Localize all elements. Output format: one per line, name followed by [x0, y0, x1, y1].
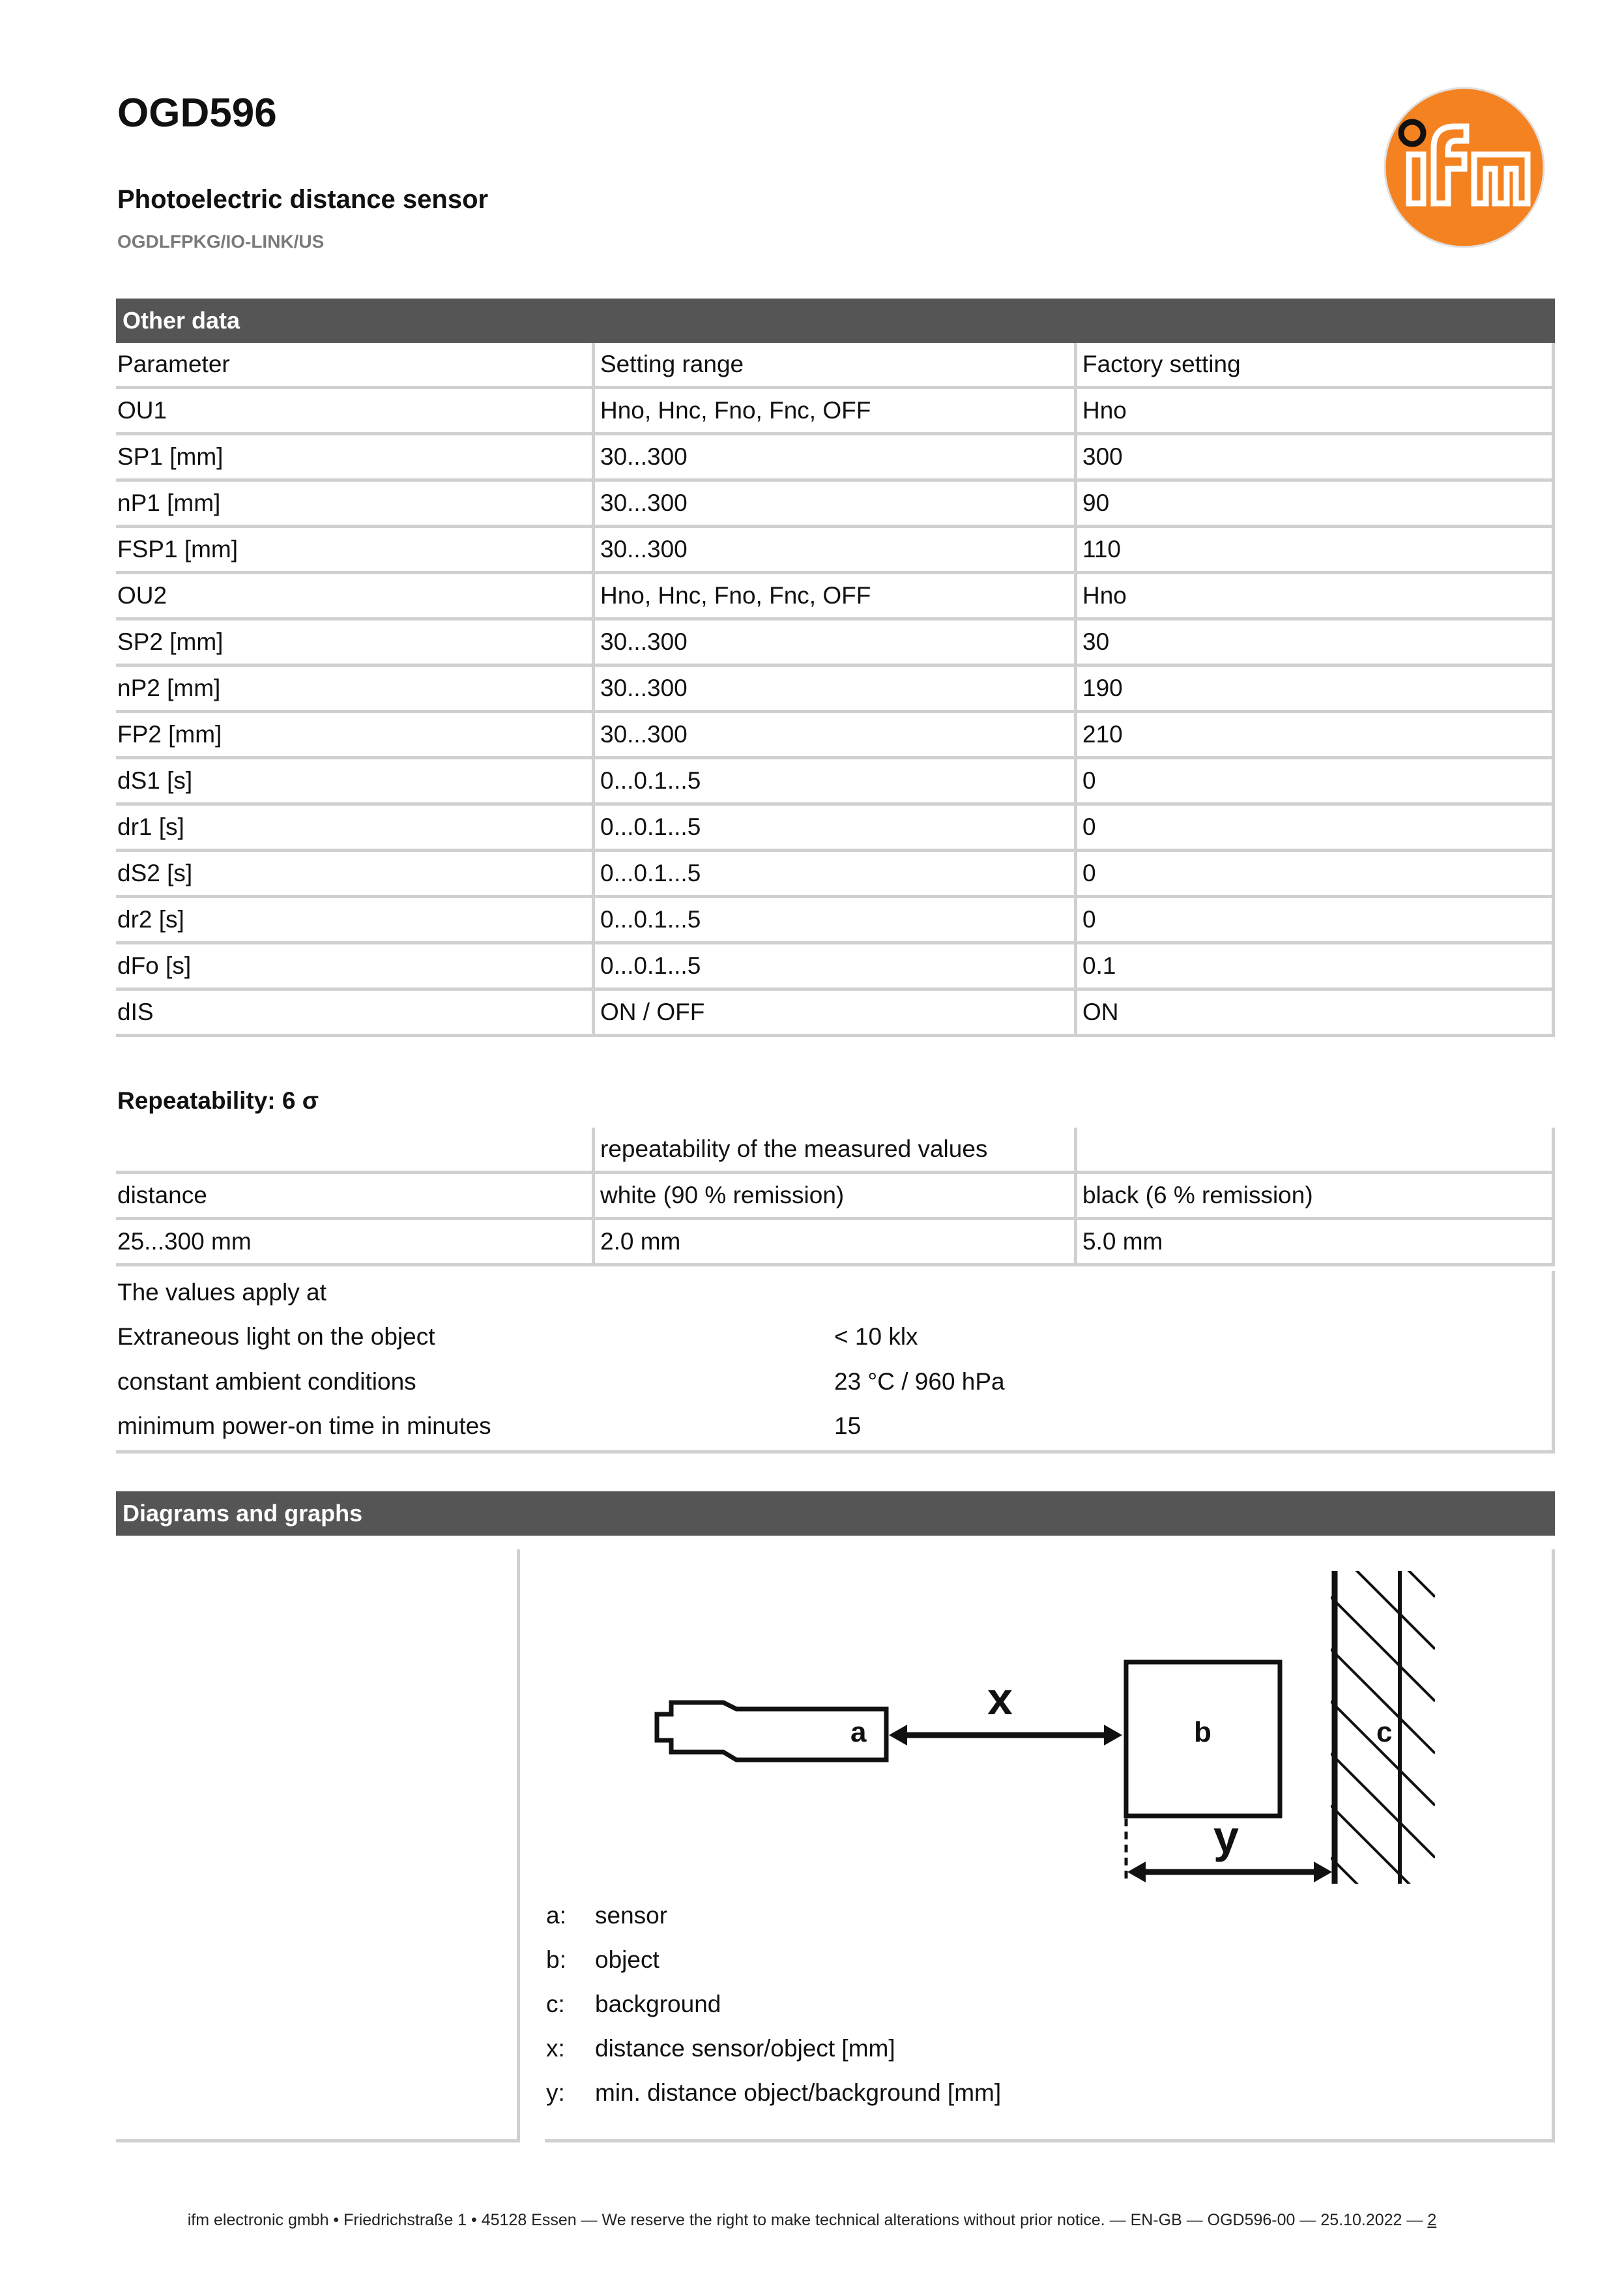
page-number-link[interactable]: 2 [1427, 2211, 1437, 2229]
setting-range-cell: 30...300 [595, 713, 1077, 759]
factory-setting-cell: 210 [1077, 713, 1555, 759]
condition-value: < 10 klx [834, 1323, 918, 1350]
setting-range-cell: 0...0.1...5 [595, 898, 1077, 944]
factory-setting-cell: 0.1 [1077, 944, 1555, 991]
setting-range-cell: 30...300 [595, 667, 1077, 713]
diagrams-section-header: Diagrams and graphs [116, 1491, 1555, 1536]
parameter-cell: dIS [116, 991, 595, 1037]
table-row [116, 806, 1555, 852]
product-subtitle: Photoelectric distance sensor [117, 185, 489, 214]
setting-range-cell: Hno, Hnc, Fno, Fnc, OFF [595, 389, 1077, 435]
table-row [116, 898, 1555, 944]
white-value-cell: 2.0 mm [595, 1220, 1077, 1266]
page-footer [0, 2211, 1624, 2230]
parameter-cell: SP1 [mm] [116, 435, 595, 482]
legend-key: x: [546, 2035, 565, 2062]
parameter-cell: dS1 [s] [116, 759, 595, 806]
legend-text: background [595, 1991, 721, 2017]
factory-setting-cell: 30 [1077, 621, 1555, 667]
ifm-logo [1383, 86, 1546, 249]
factory-setting-cell: ON [1077, 991, 1555, 1037]
page-title: OGD596 [117, 91, 277, 136]
table-row [116, 389, 1555, 435]
table-header-row [116, 343, 1555, 389]
parameter-cell: dS2 [s] [116, 852, 595, 898]
parameter-cell: dr2 [s] [116, 898, 595, 944]
parameter-cell: SP2 [mm] [116, 621, 595, 667]
setting-range-cell: Hno, Hnc, Fno, Fnc, OFF [595, 574, 1077, 621]
factory-setting-cell: 0 [1077, 852, 1555, 898]
condition-value: 23 °C / 960 hPa [834, 1368, 1005, 1395]
setting-range-cell: 30...300 [595, 528, 1077, 574]
factory-setting-cell: 90 [1077, 482, 1555, 528]
column-header-setting-range: Setting range [595, 343, 1077, 389]
article-number: OGDLFPKG/IO-LINK/US [117, 231, 325, 252]
conditions-box [116, 1271, 1555, 1454]
parameter-cell: dFo [s] [116, 944, 595, 991]
label-a: a [850, 1716, 867, 1748]
factory-setting-cell: 110 [1077, 528, 1555, 574]
legend-key: c: [546, 1991, 565, 2017]
factory-setting-cell: 0 [1077, 759, 1555, 806]
factory-setting-cell: 0 [1077, 806, 1555, 852]
setting-range-cell: 0...0.1...5 [595, 852, 1077, 898]
condition-label: minimum power-on time in minutes [117, 1412, 491, 1439]
table-row [116, 991, 1555, 1037]
setting-range-cell: 0...0.1...5 [595, 944, 1077, 991]
table-row [116, 852, 1555, 898]
other-data-section-header: Other data [116, 299, 1555, 343]
legend-text: sensor [595, 1902, 668, 1929]
parameter-cell: OU1 [116, 389, 595, 435]
legend-text: object [595, 1946, 660, 1973]
footer-text: ifm electronic gmbh • Friedrichstraße 1 • 45128 Essen — We reserve the right to make technical alterations without prior notice. — EN-GB — OGD596-00 — 25.10.2022 — [187, 2211, 1423, 2229]
column-header-factory-setting: Factory setting [1077, 343, 1555, 389]
black-value-cell: 5.0 mm [1077, 1220, 1555, 1266]
factory-setting-cell: 300 [1077, 435, 1555, 482]
diagram-left-cell [116, 1549, 520, 2142]
legend-text: min. distance object/background [mm] [595, 2079, 1002, 2106]
setting-range-cell: 0...0.1...5 [595, 806, 1077, 852]
setting-range-cell: 0...0.1...5 [595, 759, 1077, 806]
legend-key: a: [546, 1902, 566, 1929]
table-row [116, 667, 1555, 713]
setting-range-cell: 30...300 [595, 482, 1077, 528]
factory-setting-cell: Hno [1077, 574, 1555, 621]
table-row [116, 944, 1555, 991]
black-remission-cell: black (6 % remission) [1077, 1174, 1555, 1220]
label-b: b [1194, 1716, 1211, 1748]
legend-text: distance sensor/object [mm] [595, 2035, 895, 2062]
empty-cell [1077, 1128, 1555, 1174]
label-c: c [1376, 1716, 1393, 1748]
legend-key: y: [546, 2079, 565, 2106]
other-data-table [116, 343, 1555, 1037]
condition-label: constant ambient conditions [117, 1368, 416, 1395]
table-row [116, 621, 1555, 667]
repeatability-heading: Repeatability: 6 σ [117, 1087, 319, 1114]
parameter-cell: FP2 [mm] [116, 713, 595, 759]
repeatability-caption-cell: repeatability of the measured values [595, 1128, 1077, 1174]
condition-label: Extraneous light on the object [117, 1323, 435, 1350]
factory-setting-cell: 0 [1077, 898, 1555, 944]
sensor-setup-diagram [626, 1571, 1466, 1890]
table-row [116, 759, 1555, 806]
table-row [116, 1128, 1555, 1174]
setting-range-cell: 30...300 [595, 435, 1077, 482]
parameter-cell: nP2 [mm] [116, 667, 595, 713]
parameter-cell: dr1 [s] [116, 806, 595, 852]
distance-label-cell: distance [116, 1174, 595, 1220]
setting-range-cell: ON / OFF [595, 991, 1077, 1037]
legend-key: b: [546, 1946, 566, 1973]
distance-range-cell: 25...300 mm [116, 1220, 595, 1266]
table-row [116, 528, 1555, 574]
repeatability-table [116, 1128, 1555, 1266]
condition-value: 15 [834, 1412, 862, 1439]
setting-range-cell: 30...300 [595, 621, 1077, 667]
table-row [116, 435, 1555, 482]
table-row [116, 574, 1555, 621]
conditions-title: The values apply at [117, 1279, 326, 1306]
column-header-parameter: Parameter [116, 343, 595, 389]
factory-setting-cell: Hno [1077, 389, 1555, 435]
empty-cell [116, 1128, 595, 1174]
parameter-cell: nP1 [mm] [116, 482, 595, 528]
label-x: x [987, 1673, 1013, 1724]
table-row [116, 482, 1555, 528]
table-row [116, 1220, 1555, 1266]
white-remission-cell: white (90 % remission) [595, 1174, 1077, 1220]
parameter-cell: FSP1 [mm] [116, 528, 595, 574]
parameter-cell: OU2 [116, 574, 595, 621]
table-row [116, 1174, 1555, 1220]
factory-setting-cell: 190 [1077, 667, 1555, 713]
table-row [116, 713, 1555, 759]
label-y: y [1213, 1811, 1239, 1862]
